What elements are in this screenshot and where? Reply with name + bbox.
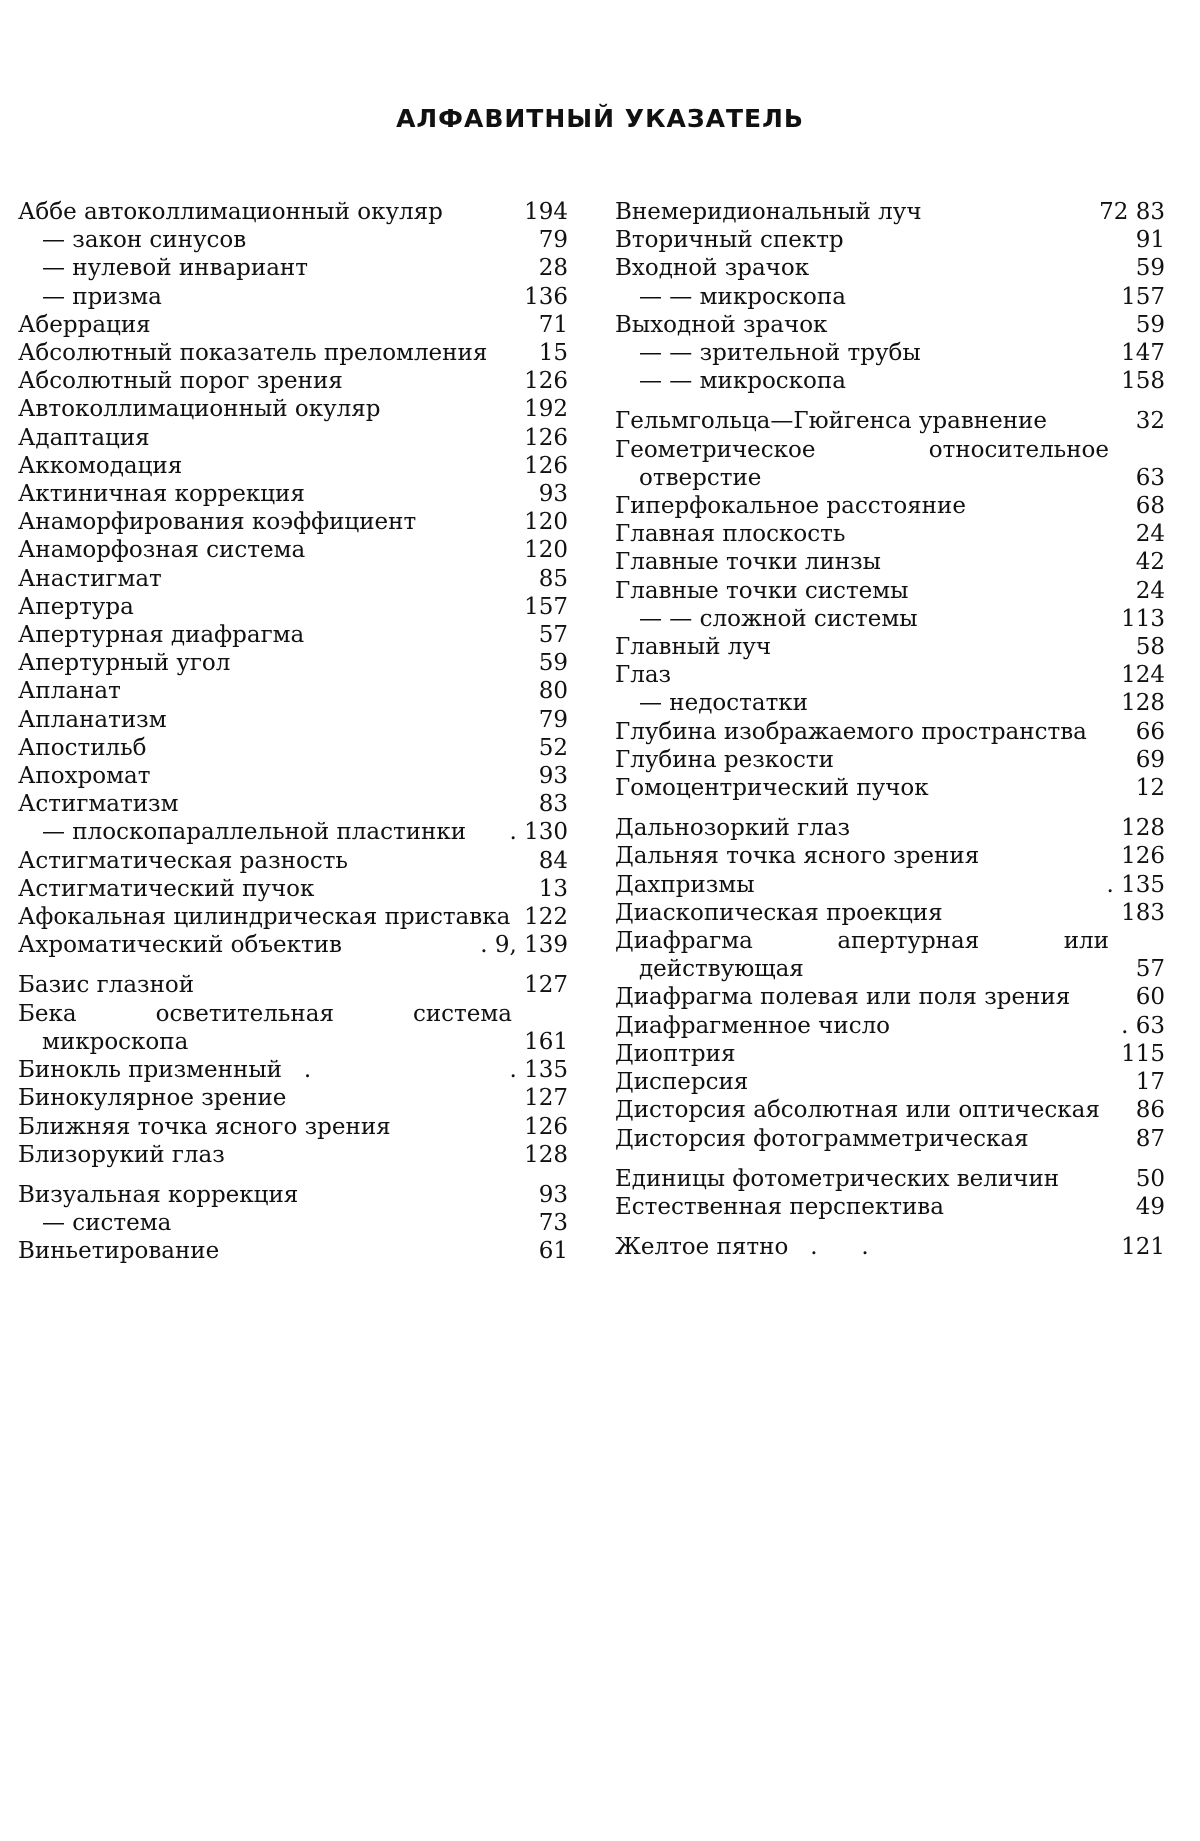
index-entry <box>615 311 1165 339</box>
index-term: Единицы фотометрических величин <box>615 1165 1060 1192</box>
index-term: Аббе автоколлимационный окуляр <box>18 199 443 225</box>
index-term: — призма <box>42 283 162 310</box>
index-page-numbers: 126 <box>524 368 568 395</box>
index-entry <box>615 198 1165 226</box>
index-entry <box>615 548 1165 576</box>
index-term: Визуальная коррекция <box>18 1181 299 1208</box>
index-term: — закон синусов <box>42 227 247 254</box>
index-term: Дальнозоркий глаз <box>615 815 851 842</box>
index-page-numbers: 194 <box>524 199 568 225</box>
index-term: Глубина резкости <box>615 746 834 773</box>
index-entry <box>18 367 568 395</box>
index-entry <box>615 1096 1165 1124</box>
index-term: — — микроскопа <box>639 368 846 395</box>
index-page-numbers: 122 <box>524 904 568 931</box>
index-entry <box>18 762 568 790</box>
index-entry <box>18 875 568 903</box>
index-term: Близорукий глаз <box>18 1141 225 1168</box>
index-page-numbers: 157 <box>1121 283 1165 310</box>
index-term: Входной зрачок <box>615 255 810 282</box>
index-page-numbers: 17 <box>1135 1069 1165 1096</box>
index-page-numbers: 126 <box>524 452 568 479</box>
index-page-numbers: 158 <box>1121 368 1165 395</box>
index-page-numbers: 57 <box>538 622 568 649</box>
index-term: Аберрация <box>18 311 151 338</box>
index-term: Вторичный спектр <box>615 227 844 254</box>
index-entry <box>18 1237 568 1265</box>
index-page-numbers: 127 <box>524 1085 568 1112</box>
page-title: АЛФАВИТНЫЙ УКАЗАТЕЛЬ <box>396 104 804 133</box>
index-term: Дисторсия абсолютная или оптическая <box>615 1097 1100 1124</box>
index-entry <box>18 847 568 875</box>
index-page-numbers: 120 <box>524 509 568 536</box>
index-page-numbers: 72 83 <box>1099 199 1165 225</box>
index-entry <box>18 1000 568 1056</box>
index-term: Естественная перспектива <box>615 1193 944 1220</box>
index-entry <box>18 395 568 423</box>
index-page-numbers: 93 <box>538 1181 568 1208</box>
index-term: — — микроскопа <box>639 283 846 310</box>
index-term: Астигматический пучок <box>18 875 315 902</box>
index-entry <box>18 536 568 564</box>
index-term: — система <box>42 1210 172 1237</box>
index-term: Диафрагма апертурная или действующая <box>615 928 1117 983</box>
index-page-numbers: 128 <box>1121 815 1165 842</box>
index-entry <box>18 565 568 593</box>
index-entry <box>615 492 1165 520</box>
index-page-numbers: 121 <box>1121 1234 1165 1261</box>
index-term: Апертурный угол <box>18 650 231 677</box>
index-entry <box>18 283 568 311</box>
index-term: Бека осветительная система микроскопа <box>18 1000 520 1055</box>
index-term: — недостатки <box>639 690 809 717</box>
index-term: Главные точки системы <box>615 577 909 604</box>
index-entry <box>615 814 1165 842</box>
index-term: Главный луч <box>615 634 772 661</box>
index-page-numbers: 128 <box>1121 690 1165 717</box>
index-page-numbers: 113 <box>1121 605 1165 632</box>
index-page-numbers: 126 <box>524 1113 568 1140</box>
index-page-numbers: . 130 <box>509 819 568 846</box>
index-entry <box>615 283 1165 311</box>
index-entry <box>615 718 1165 746</box>
index-page-numbers: 115 <box>1121 1040 1165 1067</box>
index-term: Дахпризмы <box>615 871 755 898</box>
index-entry <box>18 1209 568 1237</box>
index-page-numbers: 85 <box>538 565 568 592</box>
index-entry <box>18 593 568 621</box>
index-term: Выходной зрачок <box>615 311 828 338</box>
index-entry <box>18 1056 568 1084</box>
index-entry <box>615 1012 1165 1040</box>
index-entry <box>18 971 568 999</box>
index-page-numbers: 66 <box>1135 718 1165 745</box>
index-term: Анастигмат <box>18 565 162 592</box>
index-term: Актиничная коррекция <box>18 481 305 508</box>
index-term: — плоскопараллельной пластинки <box>42 819 467 846</box>
index-entry <box>18 508 568 536</box>
index-page-numbers: 42 <box>1135 549 1165 576</box>
index-entry <box>18 903 568 931</box>
index-entry <box>18 226 568 254</box>
index-entry <box>615 605 1165 633</box>
index-entry <box>18 254 568 282</box>
index-term: Анаморфирования коэффициент <box>18 509 417 536</box>
index-page-numbers: 61 <box>538 1238 568 1265</box>
index-page-numbers: . 9, 139 <box>480 932 568 959</box>
index-entry <box>615 899 1165 927</box>
index-entry <box>18 198 568 226</box>
index-term: Глаз <box>615 662 672 689</box>
index-entry <box>615 1068 1165 1096</box>
index-entry <box>18 649 568 677</box>
index-page-numbers: 52 <box>538 734 568 761</box>
index-entry <box>615 1165 1165 1193</box>
index-page-numbers: 69 <box>1135 746 1165 773</box>
index-term: Ближняя точка ясного зрения <box>18 1113 391 1140</box>
index-term: Астигматическая разность <box>18 847 348 874</box>
index-page-numbers: 12 <box>1135 775 1165 802</box>
index-term: Диоптрия <box>615 1040 736 1067</box>
index-entry <box>18 621 568 649</box>
index-term: Афокальная цилиндрическая приставка <box>18 904 511 931</box>
index-page-numbers: 124 <box>1121 662 1165 689</box>
index-entry <box>615 407 1165 435</box>
index-entry <box>615 842 1165 870</box>
index-term: Гомоцентрический пучок <box>615 775 929 802</box>
index-page-numbers: 183 <box>1121 899 1165 926</box>
index-page-numbers: 147 <box>1121 340 1165 367</box>
index-term: Гельмгольца—Гюйгенса уравнение <box>615 408 1048 435</box>
index-page-numbers: 128 <box>524 1141 568 1168</box>
index-page-numbers: 136 <box>524 283 568 310</box>
index-term: Диаскопическая проекция <box>615 899 943 926</box>
index-term: Главная плоскость <box>615 521 846 548</box>
index-entry <box>615 1233 1165 1261</box>
index-page-numbers: 127 <box>524 972 568 999</box>
index-page-numbers: . 135 <box>1106 871 1165 898</box>
index-page-numbers: 59 <box>1135 255 1165 282</box>
index-term: Диафрагменное число <box>615 1012 891 1039</box>
index-entry <box>18 818 568 846</box>
index-term: Дальняя точка ясного зрения <box>615 843 980 870</box>
index-term: Апохромат <box>18 763 151 790</box>
index-term: Дисперсия <box>615 1069 749 1096</box>
index-entry <box>615 661 1165 689</box>
index-term: Астигматизм <box>18 791 179 818</box>
index-page-numbers: 24 <box>1135 577 1165 604</box>
index-page-numbers: 192 <box>524 396 568 423</box>
index-entry <box>18 1084 568 1112</box>
index-page-numbers: 49 <box>1135 1193 1165 1220</box>
index-entry <box>18 734 568 762</box>
index-page-numbers: 32 <box>1135 408 1165 435</box>
index-entry <box>615 436 1165 492</box>
index-term: Бинокулярное зрение <box>18 1085 287 1112</box>
index-entry <box>18 1113 568 1141</box>
index-term: — — сложной системы <box>639 605 918 632</box>
index-page-numbers: 87 <box>1135 1125 1165 1152</box>
index-entry <box>18 480 568 508</box>
index-entry <box>615 774 1165 802</box>
index-term: Апертура <box>18 593 134 620</box>
index-page-numbers: 13 <box>538 875 568 902</box>
index-entry <box>615 746 1165 774</box>
index-entry <box>615 1040 1165 1068</box>
index-entry <box>18 1181 568 1209</box>
index-entry <box>18 706 568 734</box>
index-page-numbers: 73 <box>538 1210 568 1237</box>
index-term: Адаптация <box>18 424 150 451</box>
index-term: Абсолютный порог зрения <box>18 368 343 395</box>
index-term: Апостильб <box>18 734 147 761</box>
index-entry <box>615 520 1165 548</box>
index-entry <box>615 577 1165 605</box>
index-page-numbers: . 63 <box>1121 1012 1165 1039</box>
index-term: Желтое пятно . . <box>615 1234 869 1261</box>
index-entry <box>615 367 1165 395</box>
index-page-numbers: 50 <box>1135 1165 1165 1192</box>
index-page-numbers: 86 <box>1135 1097 1165 1124</box>
index-term: Автоколлимационный окуляр <box>18 396 381 423</box>
index-page-numbers: 59 <box>538 650 568 677</box>
index-page-numbers: 80 <box>538 678 568 705</box>
index-entry <box>18 311 568 339</box>
index-page-numbers: 91 <box>1135 227 1165 254</box>
index-term: Главные точки линзы <box>615 549 881 576</box>
index-term: Виньетирование <box>18 1238 220 1265</box>
index-term: Гиперфокальное расстояние <box>615 493 966 520</box>
index-page-numbers: 157 <box>524 593 568 620</box>
index-entry <box>615 226 1165 254</box>
index-term: — — зрительной трубы <box>639 340 921 367</box>
index-page-numbers: 79 <box>538 706 568 733</box>
index-page-numbers: 83 <box>538 791 568 818</box>
index-entry <box>615 1193 1165 1221</box>
index-term: Бинокль призменный . <box>18 1057 312 1084</box>
index-page-numbers: 59 <box>1135 311 1165 338</box>
index-term: Геометрическое относительное отверстие <box>615 436 1117 491</box>
index-page-numbers: 28 <box>538 255 568 282</box>
index-term: Абсолютный показатель преломления <box>18 340 488 367</box>
index-entry <box>615 983 1165 1011</box>
index-entry <box>18 790 568 818</box>
index-term: Анаморфозная система <box>18 537 306 564</box>
index-term: Базис глазной <box>18 972 195 999</box>
index-page-numbers: . 135 <box>509 1057 568 1084</box>
index-term: Апланатизм <box>18 706 167 733</box>
index-term: Апланат <box>18 678 121 705</box>
index-term: — нулевой инвариант <box>42 255 308 282</box>
index-term: Дисторсия фотограмметрическая <box>615 1125 1029 1152</box>
index-column-right <box>615 198 1165 1261</box>
index-entry <box>18 424 568 452</box>
index-column-left <box>18 198 568 1266</box>
index-term: Аккомодация <box>18 452 183 479</box>
index-page-numbers: 63 <box>1135 464 1165 491</box>
index-page-numbers: 57 <box>1135 956 1165 983</box>
index-entry <box>615 254 1165 282</box>
index-page-numbers: 58 <box>1135 634 1165 661</box>
index-page-numbers: 126 <box>1121 843 1165 870</box>
index-entry <box>18 452 568 480</box>
index-page-numbers: 161 <box>524 1028 568 1055</box>
index-entry <box>615 1125 1165 1153</box>
index-term: Апертурная диафрагма <box>18 622 305 649</box>
index-page-numbers: 79 <box>538 227 568 254</box>
index-page-numbers: 126 <box>524 424 568 451</box>
index-page-numbers: 60 <box>1135 984 1165 1011</box>
index-entry <box>18 339 568 367</box>
index-entry <box>615 633 1165 661</box>
index-entry <box>615 871 1165 899</box>
index-page-numbers: 71 <box>538 311 568 338</box>
index-term: Глубина изображаемого пространства <box>615 718 1087 745</box>
index-page-numbers: 15 <box>538 340 568 367</box>
index-page-numbers: 120 <box>524 537 568 564</box>
index-entry <box>18 677 568 705</box>
index-term: Ахроматический объектив <box>18 932 342 959</box>
index-page-numbers: 93 <box>538 763 568 790</box>
index-entry <box>615 339 1165 367</box>
index-page-numbers: 84 <box>538 847 568 874</box>
index-term: Внемеридиональный луч <box>615 199 922 225</box>
index-term: Диафрагма полевая или поля зрения <box>615 984 1071 1011</box>
index-entry <box>615 689 1165 717</box>
index-entry <box>18 1141 568 1169</box>
index-entry <box>615 927 1165 983</box>
index-page-numbers: 93 <box>538 481 568 508</box>
index-page-numbers: 24 <box>1135 521 1165 548</box>
index-entry <box>18 931 568 959</box>
index-page-numbers: 68 <box>1135 493 1165 520</box>
